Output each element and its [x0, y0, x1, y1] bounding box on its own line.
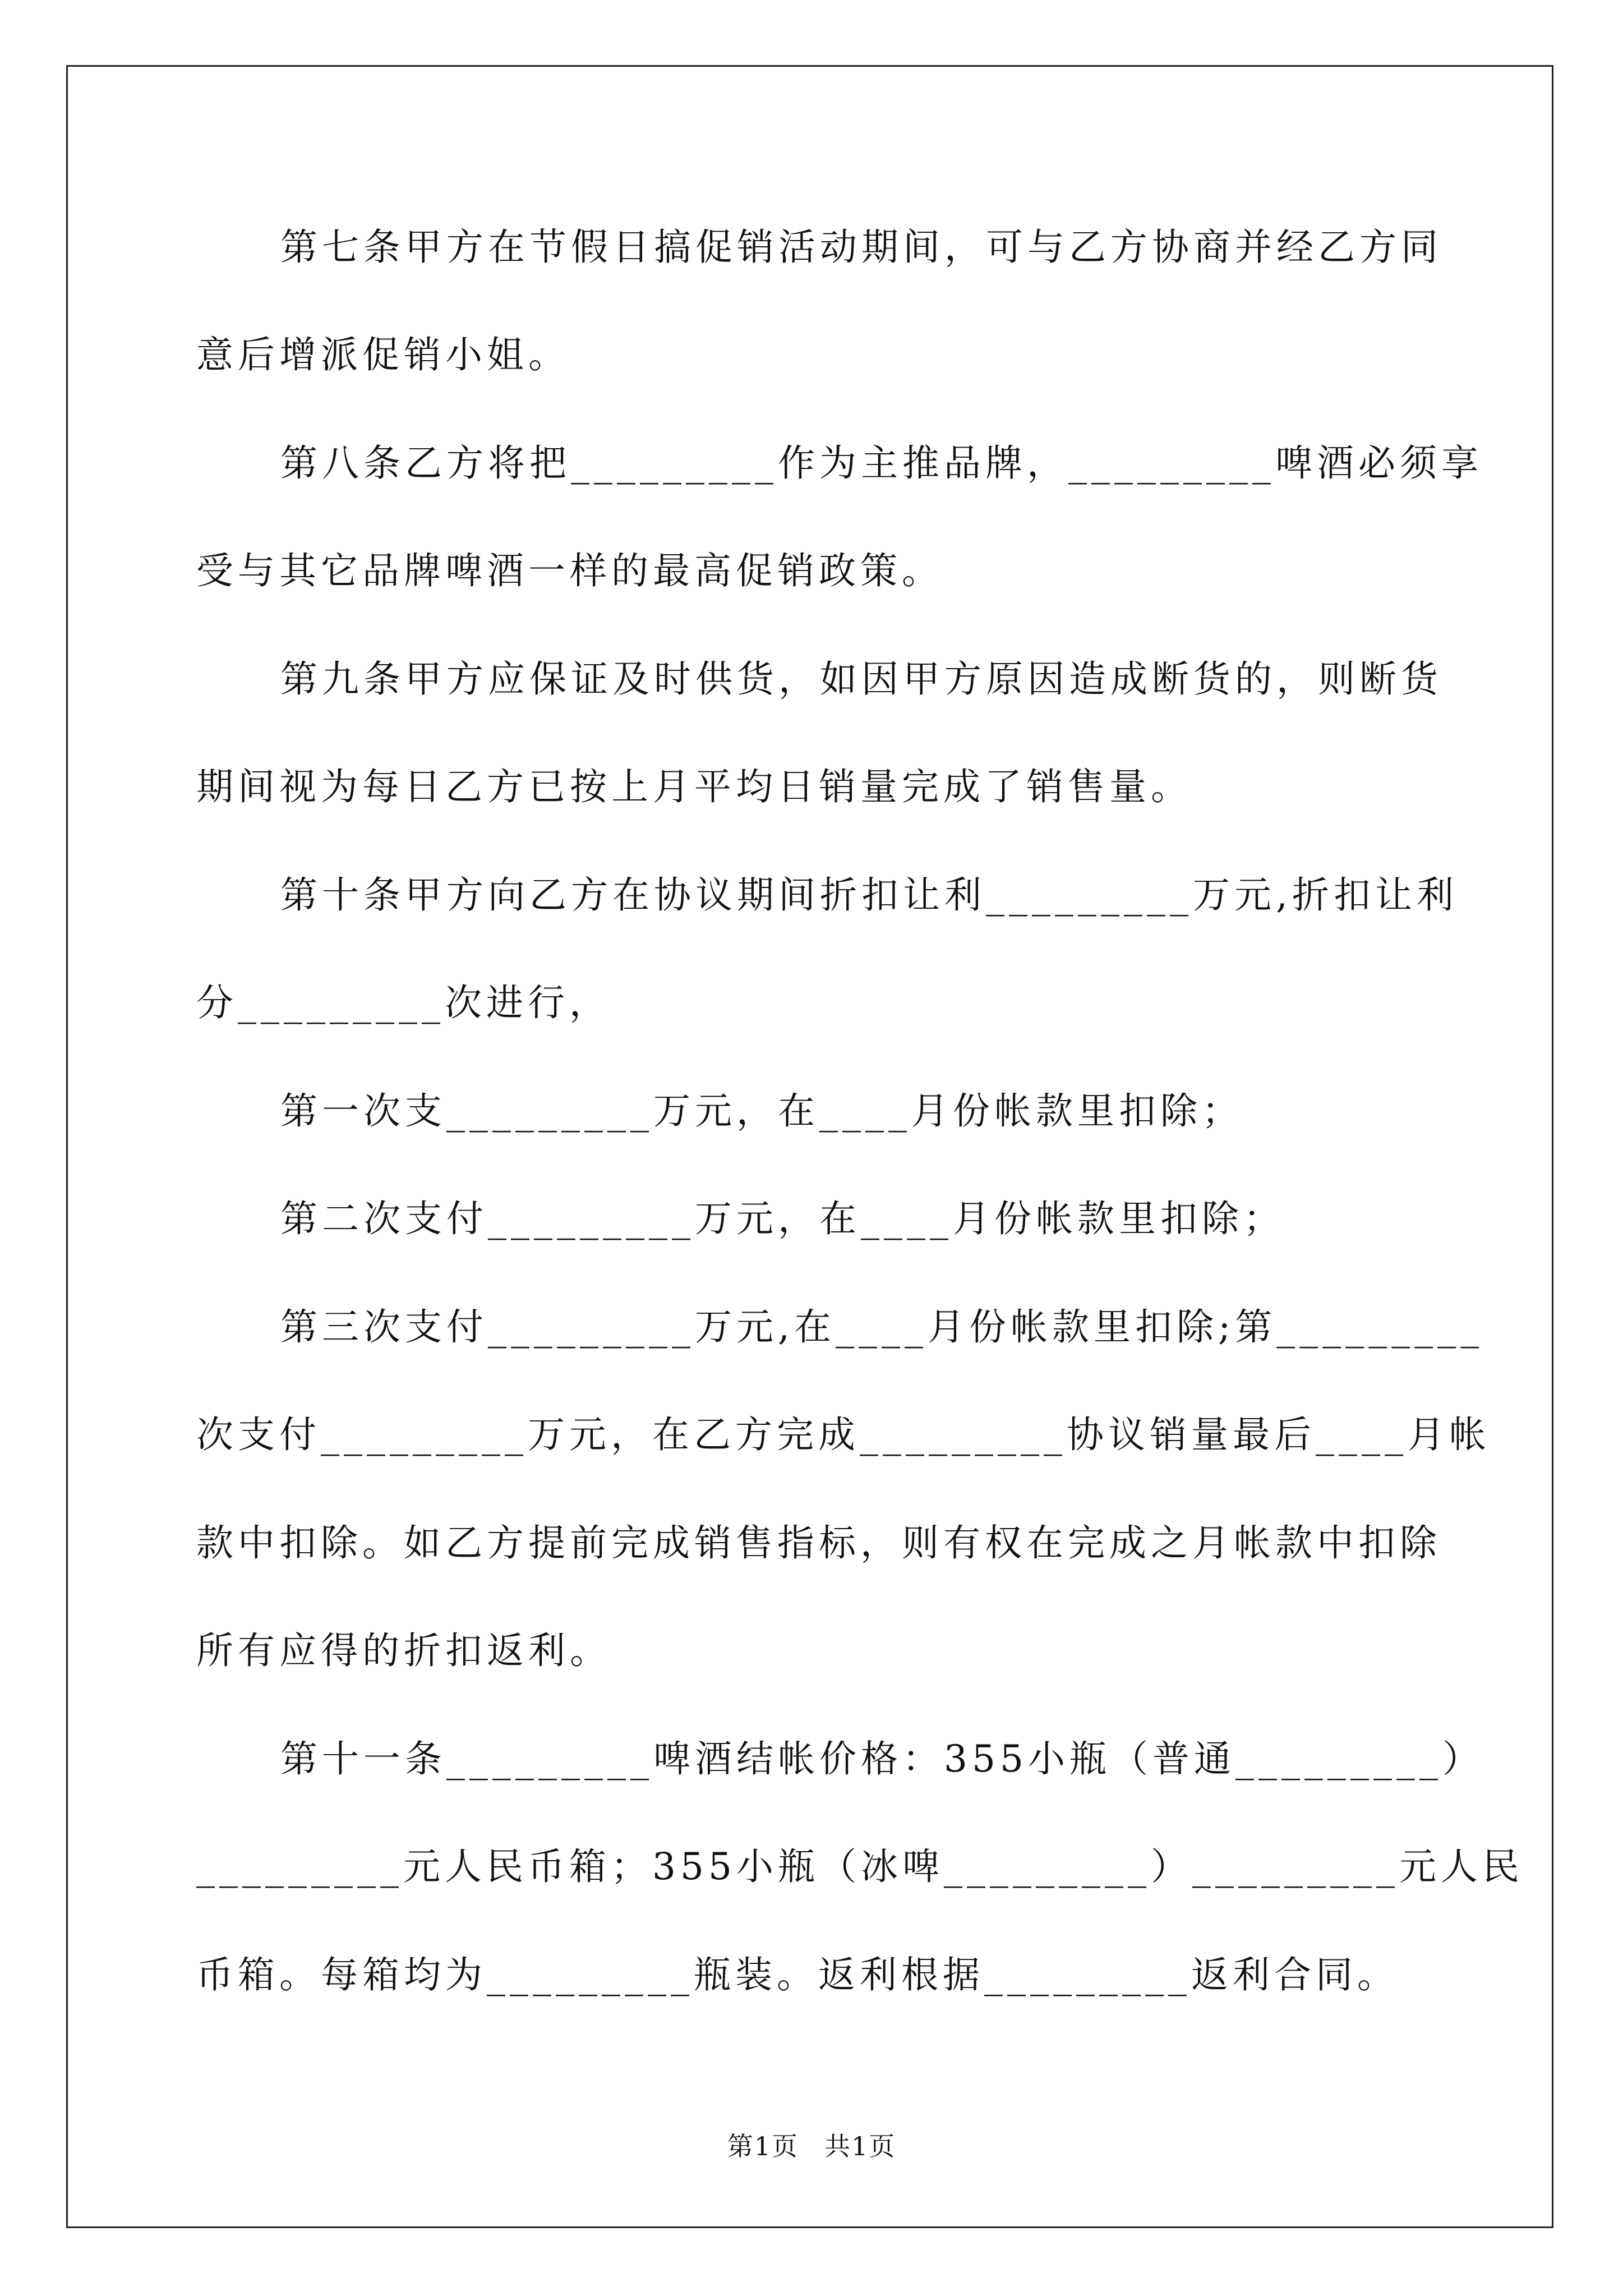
clause-9-line-1: 第九条甲方应保证及时供货，如因甲方原因造成断货的，则断货: [280, 657, 1442, 701]
page-number: 第1页: [727, 2131, 799, 2161]
payment-3-line-4: 所有应得的折扣返利。: [196, 1629, 611, 1672]
clause-11-line-2: _________元人民币箱；355小瓶（冰啤_________）_________元人民: [196, 1845, 1524, 1888]
clause-7-line-1: 第七条甲方在节假日搞促销活动期间，可与乙方协商并经乙方同: [280, 226, 1442, 269]
page-total: 共1页: [824, 2131, 896, 2161]
payment-3-line-1: 第三次支付_________万元,在____月份帐款里扣除;第_________: [280, 1305, 1484, 1349]
clause-11-line-1: 第十一条_________啤酒结帐价格：355小瓶（普通_________）: [280, 1737, 1484, 1780]
clause-11-line-3: 币箱。每箱均为_________瓶装。返利根据_________返利合同。: [196, 1953, 1399, 1996]
page-border: [66, 65, 1553, 2228]
clause-7-line-2: 意后增派促销小姐。: [196, 333, 570, 376]
page-footer: [0, 2126, 1623, 2163]
clause-8-line-2: 受与其它品牌啤酒一样的最高促销政策。: [196, 549, 943, 592]
payment-3-line-3: 款中扣除。如乙方提前完成销售指标，则有权在完成之月帐款中扣除: [196, 1521, 1441, 1565]
clause-10-line-2: 分_________次进行，: [196, 981, 611, 1024]
payment-3-line-2: 次支付_________万元，在乙方完成_________协议销量最后____月帐: [196, 1413, 1491, 1456]
clause-10-line-1: 第十条甲方向乙方在协议期间折扣让利_________万元,折扣让利: [280, 873, 1458, 917]
clause-9-line-2: 期间视为每日乙方已按上月平均日销量完成了销售量。: [196, 765, 1192, 808]
payment-2-line: 第二次支付_________万元，在____月份帐款里扣除；: [280, 1197, 1285, 1240]
clause-8-line-1: 第八条乙方将把_________作为主推品牌，_________啤酒必须享: [280, 441, 1483, 485]
payment-1-line: 第一次支_________万元，在____月份帐款里扣除；: [280, 1089, 1243, 1133]
